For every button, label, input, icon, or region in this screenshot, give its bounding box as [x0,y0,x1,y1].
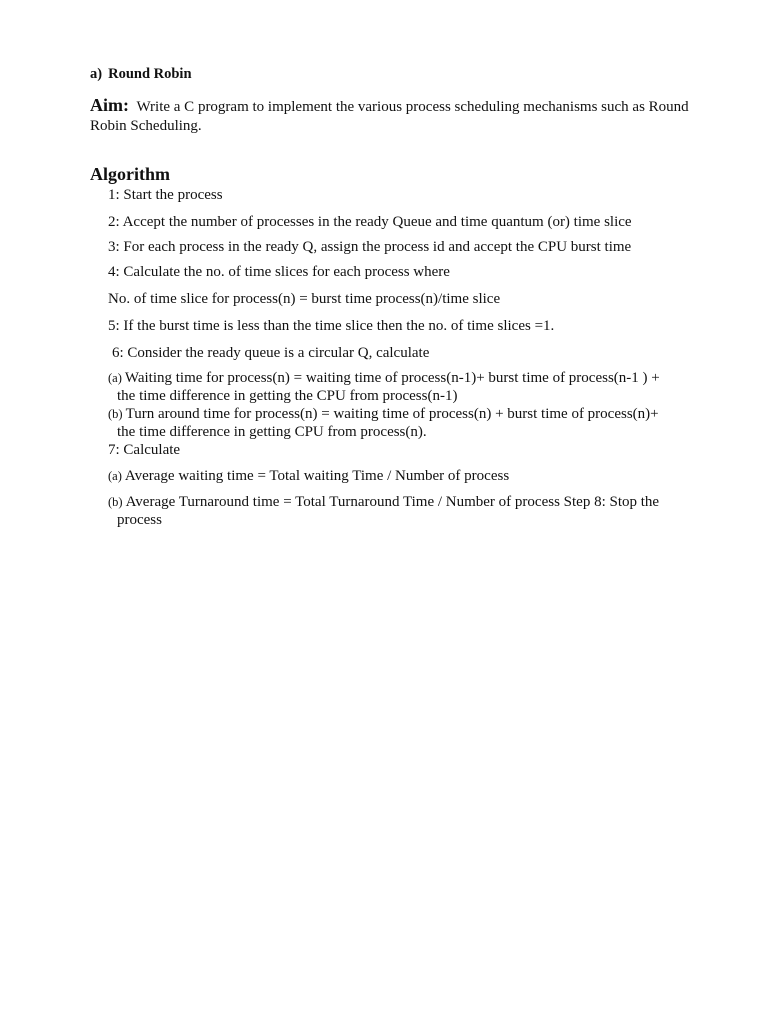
aim-text: Write a C program to implement the various process scheduling mechanisms such as Round Robin Scheduling. [90,99,689,134]
step-6b [108,406,678,441]
step-7a-label: (a) [108,469,122,483]
step-7a [108,468,678,486]
step-7a-text: Average waiting time = Total waiting Time / Number of process [124,468,510,484]
aim-label: Aim: [90,95,129,115]
section-title: Round Robin [108,66,192,82]
step-7b-line1: Average Turnaround time = Total Turnaround Time / Number of process Step 8: Stop the [125,494,660,510]
step-6b-line2: the time difference in getting CPU from process(n). [117,423,427,440]
step-5: 5: If the burst time is less than the time slice then the no. of time slices =1. [108,318,555,334]
section-heading [90,66,192,83]
step-7b-label: (b) [108,495,123,509]
step-7b-line2: process [117,511,162,528]
step-6: 6: Consider the ready queue is a circular Q, calculate [112,345,430,361]
step-6b-label: (b) [108,407,123,421]
step-7b [108,494,678,529]
step-2: 2: Accept the number of processes in the ready Queue and time quantum (or) time slice [108,214,632,230]
section-marker: a) [90,66,103,82]
step-6b-line1: Turn around time for process(n) = waiting time of process(n) + burst time of process(n)+ [125,406,659,422]
step-6a [108,370,678,405]
step-7: 7: Calculate [108,442,181,458]
step-1: 1: Start the process [108,187,223,203]
step-4: 4: Calculate the no. of time slices for each process where [108,264,450,280]
step-3: 3: For each process in the ready Q, assign the process id and accept the CPU burst time [108,239,632,255]
step-6a-label: (a) [108,371,122,385]
aim-paragraph [90,96,690,136]
step-6a-line1: Waiting time for process(n) = waiting time of process(n-1)+ burst time of process(n-1 ) + [124,370,660,386]
step-6a-line2: the time difference in getting the CPU from process(n-1) [117,387,458,404]
algorithm-heading: Algorithm [90,164,170,184]
step-4-formula: No. of time slice for process(n) = burst time process(n)/time slice [108,291,501,307]
